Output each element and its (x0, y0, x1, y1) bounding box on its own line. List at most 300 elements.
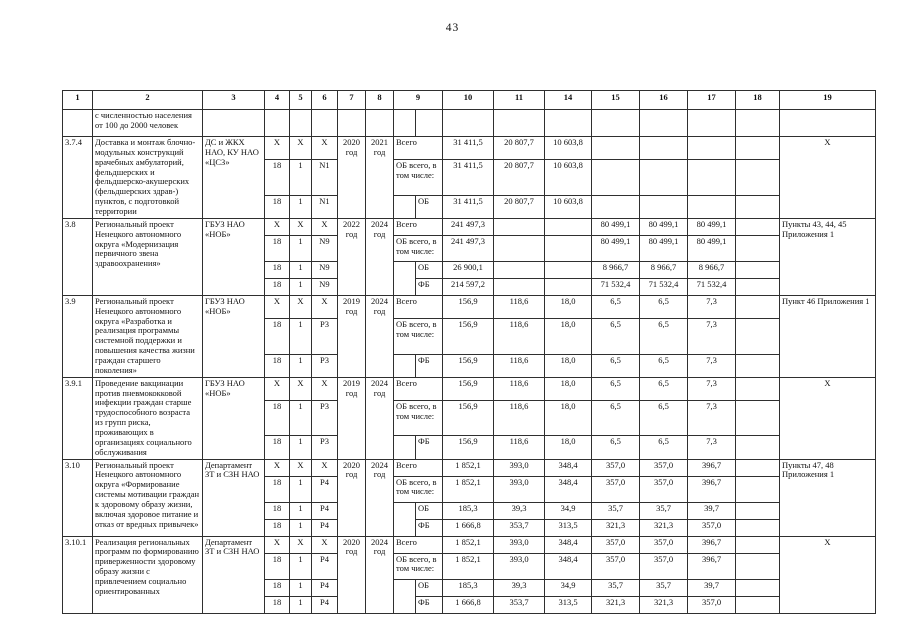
value-cell: 321,3 (592, 596, 640, 613)
project-title-cell: Реализация региональных программ по формированию приверженности здоровому образу жизни с привлечением социально ориентированных (93, 536, 203, 613)
year-cell: 2024 год (366, 536, 394, 613)
value-cell: 31 411,5 (443, 195, 494, 218)
column-header-cell: 3 (203, 91, 265, 110)
value-cell (736, 476, 780, 502)
value-cell: 7,3 (688, 377, 736, 400)
value-cell: 393,0 (494, 536, 545, 553)
value-cell (736, 261, 780, 278)
code-cell: X (265, 137, 290, 160)
code-cell: P4 (312, 502, 338, 519)
project-title-cell: Региональный проект Ненецкого автономного округа «Разработка и реализация программы системной поддержки и повышения качества жизни граждан старшего поколения» (93, 295, 203, 377)
value-cell: 118,6 (494, 354, 545, 377)
value-cell: 10 603,8 (545, 137, 592, 160)
value-cell: 348,4 (545, 553, 592, 579)
code-cell: P4 (312, 579, 338, 596)
value-cell (736, 295, 780, 318)
value-cell: 18,0 (545, 436, 592, 459)
carryover-row (63, 110, 876, 137)
value-cell (736, 536, 780, 553)
project-title-cell: Доставка и монтаж блочно-модульных конструкций врачебных амбулаторий, фельдшерских и фельдшерско-акушерских (фельдшерских здрав-) пунктов, с подготовкой территории (93, 137, 203, 219)
table-row (63, 536, 876, 553)
code-cell: 18 (265, 579, 290, 596)
value-cell (736, 596, 780, 613)
code-cell: X (265, 295, 290, 318)
value-cell: 396,7 (688, 536, 736, 553)
table-header-row (63, 91, 876, 110)
value-cell: 10 603,8 (545, 195, 592, 218)
value-cell (736, 436, 780, 459)
value-cell: 6,5 (640, 295, 688, 318)
value-cell: 26 900,1 (443, 261, 494, 278)
column-header-cell: 7 (338, 91, 366, 110)
value-cell: 7,3 (688, 354, 736, 377)
code-cell: 18 (265, 436, 290, 459)
code-cell: N1 (312, 160, 338, 195)
code-cell: 1 (290, 160, 312, 195)
project-title-cell: Региональный проект Ненецкого автономного округа «Формирование системы мотивации граждан к здоровому образу жизни, включая здоровое питание и отказ от вредных привычек» (93, 459, 203, 536)
column-header-cell: 17 (688, 91, 736, 110)
note-cell: X (780, 137, 876, 219)
value-cell: 31 411,5 (443, 137, 494, 160)
value-cell (736, 218, 780, 235)
value-cell: 357,0 (592, 459, 640, 476)
code-cell: 1 (290, 476, 312, 502)
value-cell (736, 137, 780, 160)
value-cell: 118,6 (494, 377, 545, 400)
value-cell: 6,5 (592, 319, 640, 354)
column-header-cell: 18 (736, 91, 780, 110)
code-cell: N9 (312, 278, 338, 295)
column-header-cell: 1 (63, 91, 93, 110)
code-cell: P4 (312, 476, 338, 502)
value-cell (545, 218, 592, 235)
code-cell: 1 (290, 436, 312, 459)
table-cell (338, 110, 366, 137)
column-header-cell: 6 (312, 91, 338, 110)
note-cell: Пункты 47, 48 Приложения 1 (780, 459, 876, 536)
value-cell: 1 666,8 (443, 596, 494, 613)
finance-label-cell: Всего (394, 377, 443, 400)
value-cell: 6,5 (640, 354, 688, 377)
code-cell: X (290, 536, 312, 553)
value-cell (736, 553, 780, 579)
value-cell: 348,4 (545, 536, 592, 553)
value-cell: 18,0 (545, 319, 592, 354)
value-cell: 156,9 (443, 400, 494, 435)
year-cell: 2019 год (338, 377, 366, 459)
year-cell: 2020 год (338, 536, 366, 613)
value-cell: 20 807,7 (494, 160, 545, 195)
row-number-cell: 3.10 (63, 459, 93, 536)
value-cell: 313,5 (545, 519, 592, 536)
finance-sublabel-cell: ФБ (416, 354, 443, 377)
table-cell (640, 110, 688, 137)
row-number-cell: 3.9 (63, 295, 93, 377)
value-cell: 80 499,1 (688, 218, 736, 235)
value-cell: 241 497,3 (443, 235, 494, 261)
note-cell: X (780, 377, 876, 459)
column-header-cell: 4 (265, 91, 290, 110)
table-row (63, 137, 876, 160)
table-cell (394, 436, 416, 459)
table-row (63, 459, 876, 476)
project-title-cell: Региональный проект Ненецкого автономного округа «Модернизация первичного звена здравоохранения» (93, 218, 203, 295)
page-number: 43 (445, 22, 460, 34)
year-cell: 2024 год (366, 459, 394, 536)
value-cell: 6,5 (640, 400, 688, 435)
row-number-cell: 3.8 (63, 218, 93, 295)
value-cell: 348,4 (545, 476, 592, 502)
executor-cell: ДС и ЖКХ НАО, КУ НАО «ЦСЗ» (203, 137, 265, 219)
code-cell: 1 (290, 235, 312, 261)
code-cell: 18 (265, 319, 290, 354)
finance-label-cell: ОБ всего, в том числе: (394, 476, 443, 502)
code-cell: 1 (290, 400, 312, 435)
table-cell (780, 110, 876, 137)
finance-label-cell: Всего (394, 295, 443, 318)
value-cell (736, 502, 780, 519)
value-cell: 80 499,1 (640, 218, 688, 235)
value-cell (640, 160, 688, 195)
value-cell: 357,0 (640, 476, 688, 502)
value-cell (592, 160, 640, 195)
table-cell (545, 110, 592, 137)
value-cell: 80 499,1 (640, 235, 688, 261)
value-cell (494, 261, 545, 278)
value-cell: 348,4 (545, 459, 592, 476)
finance-sublabel-cell: ФБ (416, 519, 443, 536)
value-cell (640, 195, 688, 218)
table-cell (416, 110, 443, 137)
value-cell: 393,0 (494, 476, 545, 502)
value-cell: 357,0 (592, 476, 640, 502)
value-cell: 185,3 (443, 579, 494, 596)
value-cell: 357,0 (592, 536, 640, 553)
finance-sublabel-cell: ОБ (416, 261, 443, 278)
finance-label-cell: Всего (394, 536, 443, 553)
code-cell: X (290, 459, 312, 476)
finance-sublabel-cell: ФБ (416, 278, 443, 295)
value-cell (592, 137, 640, 160)
value-cell: 20 807,7 (494, 137, 545, 160)
code-cell: 1 (290, 519, 312, 536)
value-cell: 1 852,1 (443, 536, 494, 553)
value-cell (545, 278, 592, 295)
value-cell: 7,3 (688, 295, 736, 318)
value-cell: 1 852,1 (443, 476, 494, 502)
code-cell: 18 (265, 261, 290, 278)
value-cell: 185,3 (443, 502, 494, 519)
code-cell: 18 (265, 400, 290, 435)
value-cell (688, 195, 736, 218)
value-cell: 20 807,7 (494, 195, 545, 218)
value-cell (545, 261, 592, 278)
code-cell: 1 (290, 278, 312, 295)
value-cell (736, 459, 780, 476)
column-header-cell: 15 (592, 91, 640, 110)
value-cell: 6,5 (592, 295, 640, 318)
value-cell: 353,7 (494, 596, 545, 613)
finance-sublabel-cell: ОБ (416, 579, 443, 596)
note-cell: X (780, 536, 876, 613)
code-cell: 18 (265, 553, 290, 579)
value-cell: 357,0 (592, 553, 640, 579)
value-cell: 241 497,3 (443, 218, 494, 235)
value-cell: 35,7 (592, 502, 640, 519)
code-cell: X (290, 218, 312, 235)
table-cell (312, 110, 338, 137)
value-cell: 18,0 (545, 377, 592, 400)
code-cell: N1 (312, 195, 338, 218)
table-cell (290, 110, 312, 137)
executor-cell: Департамент ЗТ и СЗН НАО (203, 459, 265, 536)
code-cell: P3 (312, 436, 338, 459)
value-cell: 357,0 (640, 553, 688, 579)
row-number-cell: 3.7.4 (63, 137, 93, 219)
finance-label-cell: Всего (394, 137, 443, 160)
row-number-cell: 3.10.1 (63, 536, 93, 613)
column-header-cell: 2 (93, 91, 203, 110)
value-cell (494, 278, 545, 295)
code-cell: X (290, 295, 312, 318)
value-cell: 6,5 (592, 436, 640, 459)
column-header-cell: 14 (545, 91, 592, 110)
value-cell: 71 532,4 (688, 278, 736, 295)
code-cell: 18 (265, 596, 290, 613)
code-cell: N9 (312, 261, 338, 278)
column-header-cell: 10 (443, 91, 494, 110)
value-cell: 80 499,1 (592, 235, 640, 261)
code-cell: 18 (265, 502, 290, 519)
code-cell: 1 (290, 579, 312, 596)
value-cell: 35,7 (592, 579, 640, 596)
value-cell: 357,0 (688, 596, 736, 613)
value-cell: 10 603,8 (545, 160, 592, 195)
value-cell: 156,9 (443, 295, 494, 318)
code-cell: 1 (290, 553, 312, 579)
value-cell (545, 235, 592, 261)
value-cell: 156,9 (443, 319, 494, 354)
value-cell (688, 137, 736, 160)
code-cell: P4 (312, 596, 338, 613)
code-cell: X (265, 377, 290, 400)
table-cell (394, 354, 416, 377)
executor-cell: ГБУЗ НАО «НОБ» (203, 218, 265, 295)
value-cell: 8 966,7 (640, 261, 688, 278)
code-cell: P3 (312, 400, 338, 435)
code-cell: X (290, 377, 312, 400)
table-row (63, 218, 876, 235)
year-cell: 2024 год (366, 218, 394, 295)
value-cell: 118,6 (494, 295, 545, 318)
value-cell: 118,6 (494, 436, 545, 459)
value-cell: 1 852,1 (443, 459, 494, 476)
code-cell: X (312, 377, 338, 400)
value-cell: 8 966,7 (688, 261, 736, 278)
year-cell: 2022 год (338, 218, 366, 295)
table-cell (394, 579, 416, 613)
code-cell: X (312, 459, 338, 476)
code-cell: 1 (290, 319, 312, 354)
value-cell: 8 966,7 (592, 261, 640, 278)
value-cell (592, 195, 640, 218)
finance-label-cell: Всего (394, 218, 443, 235)
finance-table (62, 90, 876, 614)
year-cell: 2024 год (366, 295, 394, 377)
value-cell: 396,7 (688, 459, 736, 476)
value-cell: 6,5 (640, 436, 688, 459)
table-cell (592, 110, 640, 137)
value-cell (736, 319, 780, 354)
column-header-cell: 19 (780, 91, 876, 110)
value-cell: 321,3 (640, 519, 688, 536)
value-cell: 35,7 (640, 502, 688, 519)
value-cell: 156,9 (443, 354, 494, 377)
code-cell: 1 (290, 596, 312, 613)
value-cell: 80 499,1 (688, 235, 736, 261)
column-header-cell: 8 (366, 91, 394, 110)
note-cell: Пункты 43, 44, 45 Приложения 1 (780, 218, 876, 295)
code-cell: X (312, 137, 338, 160)
value-cell (688, 160, 736, 195)
value-cell (736, 519, 780, 536)
code-cell: X (312, 218, 338, 235)
column-header-cell: 9 (394, 91, 443, 110)
finance-label-cell: ОБ всего, в том числе: (394, 400, 443, 435)
year-cell: 2021 год (366, 137, 394, 219)
code-cell: N9 (312, 235, 338, 261)
finance-label-cell: ОБ всего, в том числе: (394, 235, 443, 261)
code-cell: 18 (265, 235, 290, 261)
code-cell: X (312, 295, 338, 318)
finance-sublabel-cell: ФБ (416, 436, 443, 459)
finance-label-cell: ОБ всего, в том числе: (394, 319, 443, 354)
value-cell: 118,6 (494, 319, 545, 354)
value-cell (640, 137, 688, 160)
table-row (63, 295, 876, 318)
year-cell: 2019 год (338, 295, 366, 377)
carryover-text-cell: с численностью населения от 100 до 2000 человек (93, 110, 203, 137)
value-cell (736, 579, 780, 596)
value-cell: 118,6 (494, 400, 545, 435)
value-cell: 393,0 (494, 459, 545, 476)
finance-label-cell: ОБ всего, в том числе: (394, 160, 443, 195)
code-cell: 1 (290, 354, 312, 377)
value-cell: 71 532,4 (640, 278, 688, 295)
value-cell: 39,3 (494, 502, 545, 519)
year-cell: 2020 год (338, 137, 366, 219)
year-cell: 2020 год (338, 459, 366, 536)
value-cell: 18,0 (545, 295, 592, 318)
value-cell (494, 218, 545, 235)
value-cell (736, 354, 780, 377)
column-header-cell: 16 (640, 91, 688, 110)
executor-cell: Департамент ЗТ и СЗН НАО (203, 536, 265, 613)
year-cell: 2024 год (366, 377, 394, 459)
code-cell: P3 (312, 319, 338, 354)
value-cell: 353,7 (494, 519, 545, 536)
value-cell: 321,3 (640, 596, 688, 613)
value-cell: 156,9 (443, 436, 494, 459)
value-cell (736, 195, 780, 218)
table-cell (394, 195, 416, 218)
value-cell: 6,5 (592, 400, 640, 435)
note-cell: Пункт 46 Приложения 1 (780, 295, 876, 377)
table-row (63, 377, 876, 400)
value-cell: 35,7 (640, 579, 688, 596)
value-cell: 156,9 (443, 377, 494, 400)
value-cell (494, 235, 545, 261)
table-cell (736, 110, 780, 137)
value-cell: 6,5 (640, 377, 688, 400)
table-cell (366, 110, 394, 137)
code-cell: P3 (312, 354, 338, 377)
code-cell: 18 (265, 278, 290, 295)
value-cell: 18,0 (545, 400, 592, 435)
value-cell: 313,5 (545, 596, 592, 613)
value-cell: 6,5 (592, 354, 640, 377)
code-cell: 18 (265, 354, 290, 377)
code-cell: 1 (290, 502, 312, 519)
value-cell: 6,5 (640, 319, 688, 354)
value-cell: 18,0 (545, 354, 592, 377)
code-cell: X (312, 536, 338, 553)
value-cell: 357,0 (688, 519, 736, 536)
code-cell: X (290, 137, 312, 160)
code-cell: X (265, 536, 290, 553)
table-cell (688, 110, 736, 137)
code-cell: 1 (290, 195, 312, 218)
row-number-cell: 3.9.1 (63, 377, 93, 459)
column-header-cell: 5 (290, 91, 312, 110)
table-cell (265, 110, 290, 137)
table-cell (203, 110, 265, 137)
table-cell (494, 110, 545, 137)
value-cell (736, 278, 780, 295)
value-cell: 214 597,2 (443, 278, 494, 295)
table-cell (63, 110, 93, 137)
code-cell: 18 (265, 195, 290, 218)
finance-sublabel-cell: ОБ (416, 502, 443, 519)
value-cell: 357,0 (640, 536, 688, 553)
value-cell: 321,3 (592, 519, 640, 536)
code-cell: X (265, 218, 290, 235)
value-cell: 1 852,1 (443, 553, 494, 579)
code-cell: 18 (265, 519, 290, 536)
value-cell: 357,0 (640, 459, 688, 476)
code-cell: X (265, 459, 290, 476)
value-cell: 39,3 (494, 579, 545, 596)
value-cell: 39,7 (688, 502, 736, 519)
code-cell: P4 (312, 553, 338, 579)
value-cell: 80 499,1 (592, 218, 640, 235)
finance-label-cell: Всего (394, 459, 443, 476)
value-cell: 1 666,8 (443, 519, 494, 536)
value-cell (736, 377, 780, 400)
value-cell: 71 532,4 (592, 278, 640, 295)
value-cell: 7,3 (688, 319, 736, 354)
value-cell: 7,3 (688, 436, 736, 459)
code-cell: 18 (265, 160, 290, 195)
executor-cell: ГБУЗ НАО «НОБ» (203, 377, 265, 459)
project-title-cell: Проведение вакцинации против пневмококковой инфекции граждан старше трудоспособного возраста из групп риска, проживающих в организациях социального обслуживания (93, 377, 203, 459)
finance-sublabel-cell: ОБ (416, 195, 443, 218)
value-cell (736, 160, 780, 195)
table-cell (394, 261, 416, 295)
code-cell: 1 (290, 261, 312, 278)
value-cell: 7,3 (688, 400, 736, 435)
value-cell: 34,9 (545, 579, 592, 596)
